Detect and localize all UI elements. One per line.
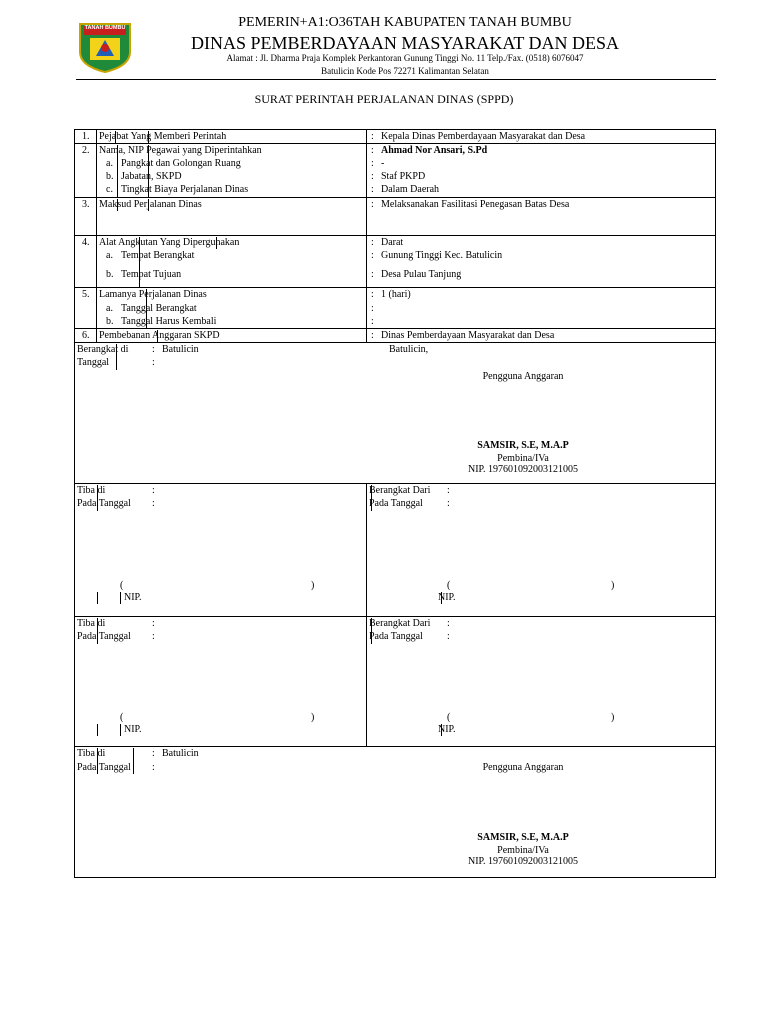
visit1-pada-colon: : (152, 498, 155, 509)
visit2-right-nip: NIP. (438, 724, 456, 735)
row4-value: Darat (381, 237, 404, 248)
visit1-right-paren-open: ( (447, 580, 451, 591)
row1-colon: : (371, 131, 374, 142)
row6-value: Dinas Pemberdayaan Masyarakat dan Desa (381, 330, 555, 341)
row6-label: Pembebanan Anggaran SKPD (99, 330, 220, 341)
visit1-berangkat-colon: : (447, 485, 450, 496)
row2-colon: : (371, 145, 374, 156)
header-line1: PEMERIN+A1:O36TAH KABUPATEN TANAH BUMBU (238, 15, 572, 30)
visit1-right-nip: NIP. (438, 592, 456, 603)
row3-label: Maksud Perjalanan Dinas (99, 199, 202, 210)
row5-label: Lamanya Perjalanan Dinas (99, 289, 207, 300)
row4a-colon: : (371, 250, 374, 261)
row4a-value: Gunung Tinggi Kec. Batulicin (381, 250, 503, 261)
header-address2: Batulicin Kode Pos 72271 Kalimantan Selatan (321, 66, 489, 76)
header-address1: Alamat : Jl. Dharma Praja Komplek Perkantoran Gunung Tinggi No. 11 Telp./Fax. (0518) 6076047 (226, 53, 584, 63)
signature-place: Batulicin, (389, 344, 429, 355)
row4a-label: Tempat Berangkat (121, 250, 195, 261)
visit2-left-paren-open: ( (120, 712, 124, 723)
row6-number: 6. (82, 330, 90, 341)
row2b-value: Staf PKPD (381, 171, 426, 182)
row2b-colon: : (371, 171, 374, 182)
row5a-colon: : (371, 303, 374, 314)
row2a-label: Pangkat dan Golongan Ruang (121, 158, 241, 169)
row2b-letter: b. (106, 171, 114, 182)
tanggal-label: Tanggal (77, 357, 110, 368)
row4-number: 4. (82, 237, 90, 248)
row4-label: Alat Angkutan Yang Dipergunakan (99, 237, 240, 248)
last-tiba-value: Batulicin (162, 748, 199, 759)
visit2-tiba-label: Tiba di (77, 618, 106, 629)
row4b-colon: : (371, 269, 374, 280)
logo-text: TANAH BUMBU (84, 25, 126, 31)
visit2-left-nip: NIP. (124, 724, 142, 735)
visit2-pada-right-label: Pada Tanggal (369, 631, 423, 642)
visit1-pada-right-label: Pada Tanggal (369, 498, 423, 509)
visit2-pada-right-colon: : (447, 631, 450, 642)
row1-number: 1. (82, 131, 90, 142)
visit2-berangkat-colon: : (447, 618, 450, 629)
row2c-colon: : (371, 184, 374, 195)
visit1-left-paren-close: ) (311, 580, 315, 591)
row2-number: 2. (82, 145, 90, 156)
row2c-value: Dalam Daerah (381, 184, 440, 195)
last-tiba-colon: : (152, 748, 155, 759)
visit1-left-paren-open: ( (120, 580, 124, 591)
last-tiba-label: Tiba di (77, 748, 106, 759)
row3-value: Melaksanakan Fasilitasi Penegasan Batas Desa (381, 199, 570, 210)
signature-name: SAMSIR, S.E, M.A.P (477, 440, 569, 451)
visit1-pada-label: Pada Tanggal (77, 498, 131, 509)
row4b-letter: b. (106, 269, 114, 280)
row4b-value: Desa Pulau Tanjung (381, 269, 462, 280)
last-pada-label: Pada Tanggal (77, 762, 131, 773)
berangkat-di-label: Berangkat di (77, 344, 129, 355)
row5a-label: Tanggal Berangkat (121, 303, 197, 314)
header-divider (76, 79, 716, 80)
last-signature-role: Pengguna Anggaran (482, 762, 564, 773)
last-signature-rank: Pembina/IVa (497, 845, 549, 856)
signature-rank: Pembina/IVa (497, 453, 549, 464)
row6-colon: : (371, 330, 374, 341)
document-title: SURAT PERINTAH PERJALANAN DINAS (SPPD) (254, 92, 514, 106)
visit2-right-paren-open: ( (447, 712, 451, 723)
row2c-letter: c. (106, 184, 113, 195)
tanggal-colon: : (152, 357, 155, 368)
visit1-tiba-colon: : (152, 485, 155, 496)
row5b-colon: : (371, 316, 374, 327)
row4-colon: : (371, 237, 374, 248)
row5b-label: Tanggal Harus Kembali (121, 316, 217, 327)
visit2-left-paren-close: ) (311, 712, 315, 723)
visit2-tiba-colon: : (152, 618, 155, 629)
visit2-pada-label: Pada Tanggal (77, 631, 131, 642)
row2b-label: Jabatan, SKPD (121, 171, 182, 182)
visit1-pada-right-colon: : (447, 498, 450, 509)
signature-nip: NIP. 197601092003121005 (467, 464, 578, 475)
row5a-letter: a. (106, 303, 113, 314)
row5b-letter: b. (106, 316, 114, 327)
berangkat-di-value: Batulicin (162, 344, 199, 355)
visit1-right-paren-close: ) (611, 580, 615, 591)
visit1-berangkat-label: Berangkat Dari (369, 485, 431, 496)
row2a-colon: : (371, 158, 374, 169)
visit1-tiba-label: Tiba di (77, 485, 106, 496)
visit2-right-paren-close: ) (611, 712, 615, 723)
berangkat-di-colon: : (152, 344, 155, 355)
row2-value: Ahmad Nor Ansari, S.Pd (381, 145, 488, 156)
row2a-letter: a. (106, 158, 113, 169)
row4a-letter: a. (106, 250, 113, 261)
row1-value: Kepala Dinas Pemberdayaan Masyarakat dan Desa (381, 131, 586, 142)
row3-colon: : (371, 199, 374, 210)
visit1-left-nip: NIP. (124, 592, 142, 603)
visit2-pada-colon: : (152, 631, 155, 642)
row2a-value: - (381, 158, 385, 169)
row2c-label: Tingkat Biaya Perjalanan Dinas (121, 184, 249, 195)
last-signature-name: SAMSIR, S.E, M.A.P (477, 832, 569, 843)
visit2-berangkat-label: Berangkat Dari (369, 618, 431, 629)
signature-role: Pengguna Anggaran (482, 371, 564, 382)
row4b-label: Tempat Tujuan (121, 269, 182, 280)
row5-value: 1 (hari) (381, 289, 411, 300)
last-signature-nip: NIP. 197601092003121005 (467, 856, 578, 867)
header-line2: DINAS PEMBERDAYAAN MASYARAKAT DAN DESA (190, 33, 620, 53)
last-pada-colon: : (152, 762, 155, 773)
row1-label: Pejabat Yang Memberi Perintah (99, 131, 227, 142)
row5-number: 5. (82, 289, 90, 300)
row3-number: 3. (82, 199, 90, 210)
row5-colon: : (371, 289, 374, 300)
row2-label: Nama, NIP Pegawai yang Diperintahkan (99, 145, 262, 156)
